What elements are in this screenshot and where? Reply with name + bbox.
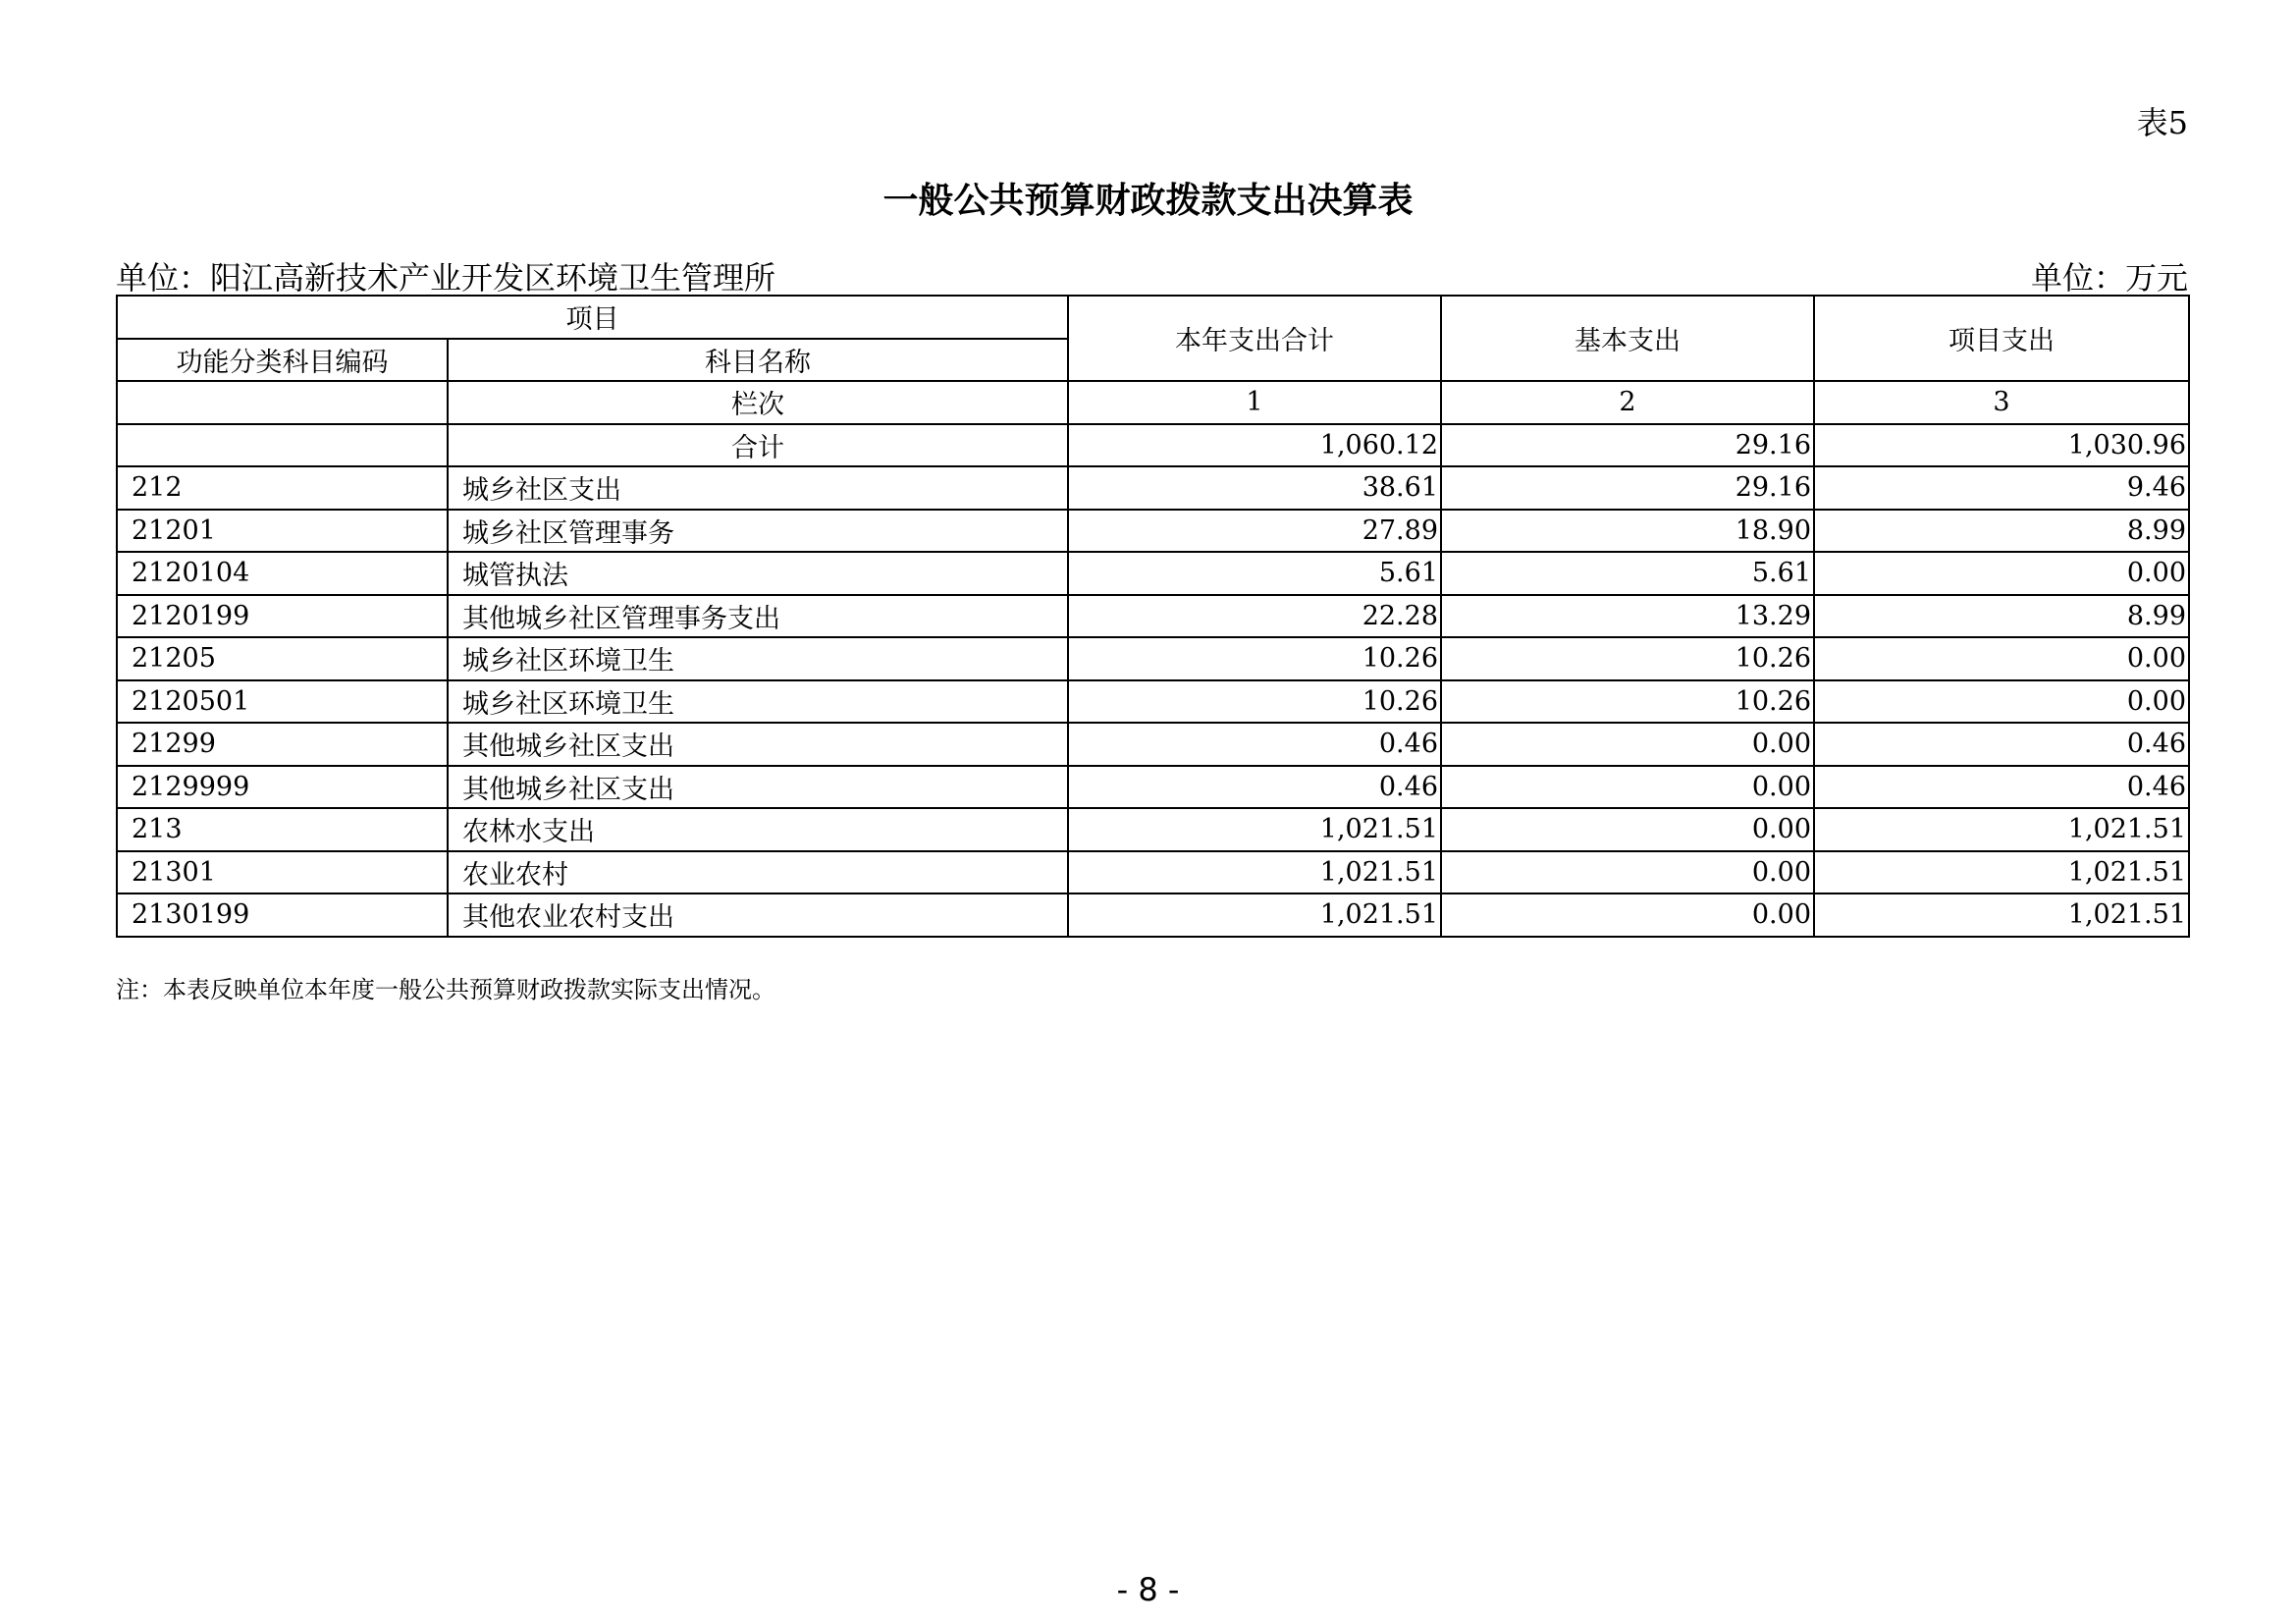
table-number: 表5: [2136, 104, 2188, 141]
row-total-expense: 1,021.51: [1068, 893, 1441, 937]
table-row: [117, 851, 2189, 894]
table-row: [117, 637, 2189, 680]
seq-1: 1: [1068, 381, 1441, 424]
row-total-expense: 0.46: [1068, 766, 1441, 809]
table-row: [117, 808, 2189, 851]
row-code: 2120501: [117, 680, 448, 724]
table-row: [117, 466, 2189, 510]
row-code: 213: [117, 808, 448, 851]
row-name: 城乡社区环境卫生: [448, 680, 1068, 724]
row-basic-expense: 13.29: [1441, 595, 1814, 638]
total-v1: 1,060.12: [1068, 424, 1441, 467]
row-total-expense: 10.26: [1068, 637, 1441, 680]
row-name: 其他城乡社区管理事务支出: [448, 595, 1068, 638]
seq-2: 2: [1441, 381, 1814, 424]
row-code: 2120104: [117, 552, 448, 595]
row-basic-expense: 10.26: [1441, 637, 1814, 680]
header-basic-expense: 基本支出: [1441, 296, 1814, 381]
row-project-expense: 0.00: [1814, 552, 2189, 595]
total-code: [117, 424, 448, 467]
total-v2: 29.16: [1441, 424, 1814, 467]
header-code: 功能分类科目编码: [117, 339, 448, 382]
total-v3: 1,030.96: [1814, 424, 2189, 467]
row-total-expense: 1,021.51: [1068, 808, 1441, 851]
header-total-expense: 本年支出合计: [1068, 296, 1441, 381]
row-project-expense: 8.99: [1814, 595, 2189, 638]
row-project-expense: 0.46: [1814, 723, 2189, 766]
row-project-expense: 0.00: [1814, 680, 2189, 724]
row-code: 2130199: [117, 893, 448, 937]
row-project-expense: 1,021.51: [1814, 893, 2189, 937]
table-row: [117, 680, 2189, 724]
header-project-expense: 项目支出: [1814, 296, 2189, 381]
page-title: 一般公共预算财政拨款支出决算表: [882, 180, 1414, 221]
row-code: 21299: [117, 723, 448, 766]
table-row: [117, 510, 2189, 553]
header-item: 项目: [117, 296, 1068, 339]
row-total-expense: 38.61: [1068, 466, 1441, 510]
row-total-expense: 27.89: [1068, 510, 1441, 553]
page-number: - 8 -: [1116, 1571, 1180, 1608]
row-project-expense: 9.46: [1814, 466, 2189, 510]
header-name: 科目名称: [448, 339, 1068, 382]
row-basic-expense: 0.00: [1441, 893, 1814, 937]
row-name: 城管执法: [448, 552, 1068, 595]
row-basic-expense: 0.00: [1441, 766, 1814, 809]
total-label: 合计: [448, 424, 1068, 467]
row-name: 农业农村: [448, 851, 1068, 894]
row-basic-expense: 10.26: [1441, 680, 1814, 724]
row-project-expense: 0.00: [1814, 637, 2189, 680]
row-name: 其他农业农村支出: [448, 893, 1068, 937]
row-basic-expense: 0.00: [1441, 723, 1814, 766]
row-project-expense: 0.46: [1814, 766, 2189, 809]
row-project-expense: 1,021.51: [1814, 851, 2189, 894]
row-basic-expense: 0.00: [1441, 851, 1814, 894]
row-total-expense: 10.26: [1068, 680, 1441, 724]
row-total-expense: 1,021.51: [1068, 851, 1441, 894]
seq-label: 栏次: [448, 381, 1068, 424]
budget-table: [116, 295, 2190, 938]
seq-empty: [117, 381, 448, 424]
row-project-expense: 1,021.51: [1814, 808, 2189, 851]
row-code: 21201: [117, 510, 448, 553]
row-name: 其他城乡社区支出: [448, 766, 1068, 809]
row-basic-expense: 29.16: [1441, 466, 1814, 510]
row-basic-expense: 5.61: [1441, 552, 1814, 595]
row-name: 城乡社区环境卫生: [448, 637, 1068, 680]
footnote: 注：本表反映单位本年度一般公共预算财政拨款实际支出情况。: [116, 976, 775, 1003]
unit-organization: 单位：阳江高新技术产业开发区环境卫生管理所: [116, 259, 776, 297]
row-code: 21205: [117, 637, 448, 680]
table-row: [117, 552, 2189, 595]
row-name: 城乡社区管理事务: [448, 510, 1068, 553]
row-basic-expense: 0.00: [1441, 808, 1814, 851]
row-total-expense: 0.46: [1068, 723, 1441, 766]
row-code: 21301: [117, 851, 448, 894]
row-name: 其他城乡社区支出: [448, 723, 1068, 766]
table-row: [117, 595, 2189, 638]
table-row: [117, 723, 2189, 766]
table-row: [117, 893, 2189, 937]
unit-currency: 单位：万元: [2030, 259, 2188, 297]
row-name: 农林水支出: [448, 808, 1068, 851]
row-code: 2120199: [117, 595, 448, 638]
row-total-expense: 22.28: [1068, 595, 1441, 638]
row-basic-expense: 18.90: [1441, 510, 1814, 553]
total-row: [117, 424, 2189, 467]
seq-3: 3: [1814, 381, 2189, 424]
row-project-expense: 8.99: [1814, 510, 2189, 553]
table-row: [117, 766, 2189, 809]
unit-row: [116, 253, 2188, 298]
row-name: 城乡社区支出: [448, 466, 1068, 510]
row-code: 2129999: [117, 766, 448, 809]
row-total-expense: 5.61: [1068, 552, 1441, 595]
row-code: 212: [117, 466, 448, 510]
